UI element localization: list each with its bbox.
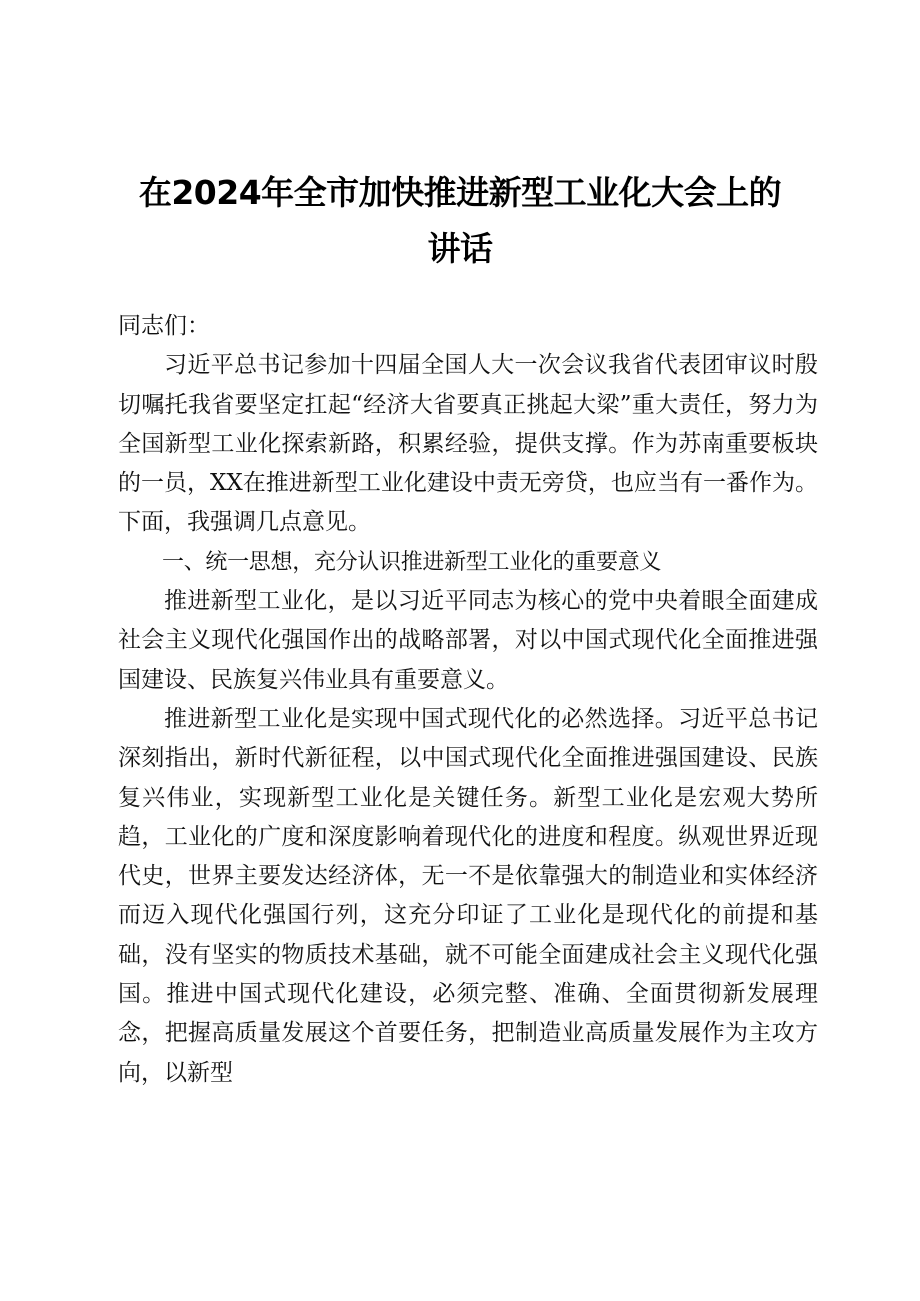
salutation: 同志们：: [118, 313, 210, 339]
title-line-2: 讲话: [427, 229, 493, 268]
document-body: [118, 307, 818, 1093]
title-line-1: 在2024年全市加快推进新型工业化大会上的: [138, 173, 782, 212]
intro-paragraph: 习近平总书记参加十四届全国人大一次会议我省代表团审议时殷切嘱托我省要坚定扛起“经济大省要真正挑起大梁”重大责任，努力为全国新型工业化探索新路，积累经验，提供支撑。作为苏南重要板块的一员，XX在推进新型工业化建设中责无旁贷，也应当有一番作为。下面，我强调几点意见。: [118, 352, 818, 536]
section1-paragraph-1: 推进新型工业化，是以习近平同志为核心的党中央着眼全面建成社会主义现代化强国作出的战略部署，对以中国式现代化全面推进强国建设、民族复兴伟业具有重要意义。: [118, 588, 818, 693]
section-heading-1: 一、统一思想，充分认识推进新型工业化的重要意义: [162, 549, 662, 575]
section1-paragraph-2: 推进新型工业化是实现中国式现代化的必然选择。习近平总书记深刻指出，新时代新征程，以中国式现代化全面推进强国建设、民族复兴伟业，实现新型工业化是关键任务。新型工业化是宏观大势所趋，工业化的广度和深度影响着现代化的进度和程度。纵观世界近现代史，世界主要发达经济体，无一不是依靠强大的制造业和实体经济而迈入现代化强国行列，这充分印证了工业化是现代化的前提和基础，没有坚实的物质技术基础，就不可能全面建成社会主义现代化强国。推进中国式现代化建设，必须完整、准确、全面贯彻新发展理念，把握高质量发展这个首要任务，把制造业高质量发展作为主攻方向，以新型: [118, 705, 818, 1086]
document-title: [100, 165, 820, 277]
